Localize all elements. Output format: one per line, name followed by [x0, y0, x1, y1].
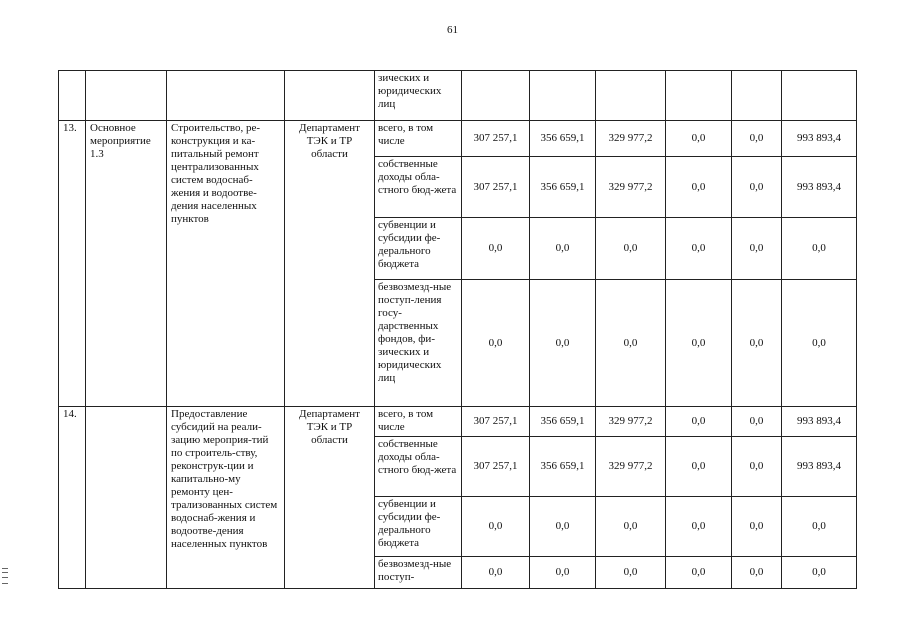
value-cell: 307 257,1 — [462, 407, 530, 437]
source-cell: зических и юридических лиц — [375, 71, 462, 121]
value-cell: 0,0 — [732, 557, 782, 589]
value-cell: 0,0 — [530, 218, 596, 280]
source-cell: безвозмезд-ные поступ- — [375, 557, 462, 589]
value-cell: 0,0 — [666, 437, 732, 497]
value-cell: 0,0 — [782, 557, 857, 589]
row-number: 14. — [59, 407, 86, 589]
cell-empty — [86, 71, 167, 121]
value-cell: 0,0 — [782, 497, 857, 557]
value-cell: 0,0 — [666, 280, 732, 407]
source-cell: собственные доходы обла-стного бюд-жета — [375, 157, 462, 218]
value-cell: 0,0 — [462, 280, 530, 407]
value-cell: 0,0 — [596, 557, 666, 589]
value-cell: 0,0 — [782, 218, 857, 280]
cell-empty — [59, 71, 86, 121]
value-cell: 0,0 — [666, 557, 732, 589]
value-cell: 0,0 — [462, 557, 530, 589]
value-cell: 0,0 — [732, 280, 782, 407]
source-cell: собственные доходы обла-стного бюд-жета — [375, 437, 462, 497]
activity-name-cell: Строительство, ре-конструкция и ка-питальный ремонт централизованных систем водоснаб-жения и водоотве-дения населенных пунктов — [167, 121, 285, 407]
value-cell: 0,0 — [732, 157, 782, 218]
value-cell: 0,0 — [666, 121, 732, 157]
value-cell: 993 893,4 — [782, 121, 857, 157]
value-cell — [782, 71, 857, 121]
value-cell: 0,0 — [782, 280, 857, 407]
executor-cell: Департамент ТЭК и ТР области — [285, 407, 375, 589]
table-row — [59, 407, 857, 437]
value-cell: 307 257,1 — [462, 121, 530, 157]
value-cell: 0,0 — [596, 280, 666, 407]
value-cell: 0,0 — [530, 557, 596, 589]
value-cell: 0,0 — [666, 218, 732, 280]
value-cell: 0,0 — [530, 497, 596, 557]
source-cell: всего, в том числе — [375, 407, 462, 437]
value-cell: 329 977,2 — [596, 121, 666, 157]
value-cell: 307 257,1 — [462, 437, 530, 497]
cell-empty — [285, 71, 375, 121]
row-number: 13. — [59, 121, 86, 407]
value-cell: 356 659,1 — [530, 437, 596, 497]
value-cell: 0,0 — [732, 407, 782, 437]
measure-cell: Основное мероприятие 1.3 — [86, 121, 167, 407]
value-cell: 0,0 — [732, 437, 782, 497]
page-number: 61 — [447, 24, 458, 36]
value-cell: 0,0 — [596, 218, 666, 280]
value-cell: 0,0 — [462, 497, 530, 557]
value-cell: 0,0 — [596, 497, 666, 557]
value-cell: 356 659,1 — [530, 157, 596, 218]
value-cell: 0,0 — [530, 280, 596, 407]
value-cell — [596, 71, 666, 121]
value-cell: 0,0 — [732, 121, 782, 157]
value-cell: 0,0 — [462, 218, 530, 280]
value-cell: 0,0 — [666, 407, 732, 437]
source-cell: всего, в том числе — [375, 121, 462, 157]
value-cell: 329 977,2 — [596, 157, 666, 218]
value-cell: 993 893,4 — [782, 437, 857, 497]
source-cell: безвозмезд-ные поступ-ления госу-дарственных фондов, фи-зических и юридических лиц — [375, 280, 462, 407]
table-row — [59, 121, 857, 157]
value-cell: 356 659,1 — [530, 407, 596, 437]
cell-empty — [167, 71, 285, 121]
value-cell: 356 659,1 — [530, 121, 596, 157]
margin-scan-mark — [2, 568, 8, 584]
measure-cell — [86, 407, 167, 589]
source-cell: субвенции и субсидии фе-дерального бюджета — [375, 497, 462, 557]
value-cell: 0,0 — [732, 497, 782, 557]
value-cell: 0,0 — [666, 157, 732, 218]
value-cell — [462, 71, 530, 121]
executor-cell: Департамент ТЭК и ТР области — [285, 121, 375, 407]
value-cell: 329 977,2 — [596, 437, 666, 497]
value-cell — [530, 71, 596, 121]
value-cell: 993 893,4 — [782, 157, 857, 218]
source-cell: субвенции и субсидии фе-дерального бюджета — [375, 218, 462, 280]
continuation-row — [59, 71, 857, 121]
value-cell: 307 257,1 — [462, 157, 530, 218]
value-cell — [666, 71, 732, 121]
activity-name-cell: Предоставление субсидий на реали-зацию мероприя-тий по строитель-ству, реконструк-ции и капитально-му ремонту цен-трализованных систем водоснаб-жения и водоотве-дения населенных пунктов — [167, 407, 285, 589]
value-cell: 0,0 — [666, 497, 732, 557]
value-cell — [732, 71, 782, 121]
value-cell: 993 893,4 — [782, 407, 857, 437]
value-cell: 329 977,2 — [596, 407, 666, 437]
value-cell: 0,0 — [732, 218, 782, 280]
budget-table — [58, 70, 857, 589]
